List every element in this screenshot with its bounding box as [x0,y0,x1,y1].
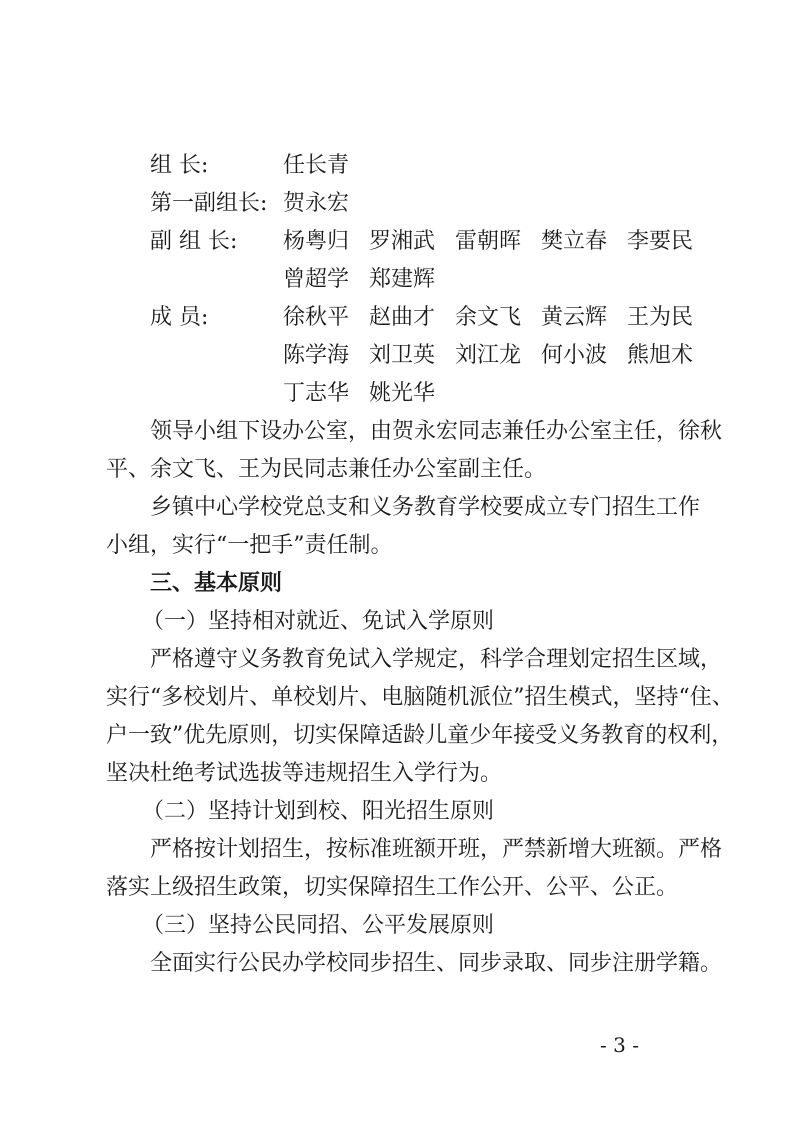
deputy-label: 副 组 长: [150,229,238,254]
first-deputy-label: 第一副组长: [150,191,268,216]
subsection-1-line-3: 户一致”优先原则，切实保障适龄儿童少年接受义务教育的权利， [106,723,734,748]
section-heading: 三、基本原则 [150,571,283,596]
member-name: 熊旭术 [627,343,694,368]
deputy-name: 曾超学 [283,267,350,292]
deputy-name: 樊立春 [541,229,608,254]
deputy-name: 杨粤归 [283,229,350,254]
subsection-1-title: （一）坚持相对就近、免试入学原则 [142,609,495,634]
deputy-name: 雷朝晖 [455,229,522,254]
member-name: 余文飞 [455,305,522,330]
subsection-3-title: （三）坚持公民同招、公平发展原则 [142,913,495,938]
deputy-name: 罗湘武 [369,229,436,254]
subsection-2-line-2: 落实上级招生政策，切实保障招生工作公开、公平、公正。 [106,875,679,900]
leader-label: 组 长: [150,153,209,178]
member-name: 刘卫英 [369,343,436,368]
subsection-2-line-1: 严格按计划招生，按标准班额开班，严禁新增大班额。严格 [150,837,723,862]
school-paragraph-line-2: 小组，实行“一把手”责任制。 [106,533,393,558]
member-name: 姚光华 [369,381,436,406]
deputy-name: 郑建辉 [369,267,436,292]
subsection-2-title: （二）坚持计划到校、阳光招生原则 [142,799,495,824]
leader-name-text: 任长青 [283,153,350,178]
member-name: 陈学海 [283,343,350,368]
subsection-1-line-2: 实行“多校划片、单校划片、电脑随机派位”招生模式，坚持“住、 [106,685,734,710]
subsection-1-line-1: 严格遵守义务教育免试入学规定，科学合理划定招生区域， [150,647,723,672]
page-number: - 3 - [600,1033,639,1057]
office-paragraph-line-1: 领导小组下设办公室，由贺永宏同志兼任办公室主任，徐秋 [150,419,723,444]
member-name: 王为民 [627,305,694,330]
member-name: 徐秋平 [283,305,350,330]
first-deputy-name [283,189,369,219]
member-name: 何小波 [541,343,608,368]
first-deputy-name-text: 贺永宏 [283,191,350,216]
school-paragraph-line-1: 乡镇中心学校党总支和义务教育学校要成立专门招生工作 [150,495,701,520]
member-names-row-2 [283,341,713,371]
member-name: 丁志华 [283,381,350,406]
member-name: 赵曲才 [369,305,436,330]
member-names-row-3 [283,379,455,409]
member-name: 黄云辉 [541,305,608,330]
leader-name [283,151,369,181]
deputy-names-row-2 [283,265,455,295]
office-paragraph-line-2: 平、余文飞、王为民同志兼任办公室副主任。 [106,457,547,482]
subsection-1-line-4: 坚决杜绝考试选拔等违规招生入学行为。 [106,761,503,786]
member-names-row-1 [283,303,713,333]
deputy-names-row-1 [283,227,713,257]
members-label: 成 员: [150,305,209,330]
member-name: 刘江龙 [455,343,522,368]
deputy-name: 李要民 [627,229,694,254]
subsection-3-line-1: 全面实行公民办学校同步招生、同步录取、同步注册学籍。 [150,951,723,976]
